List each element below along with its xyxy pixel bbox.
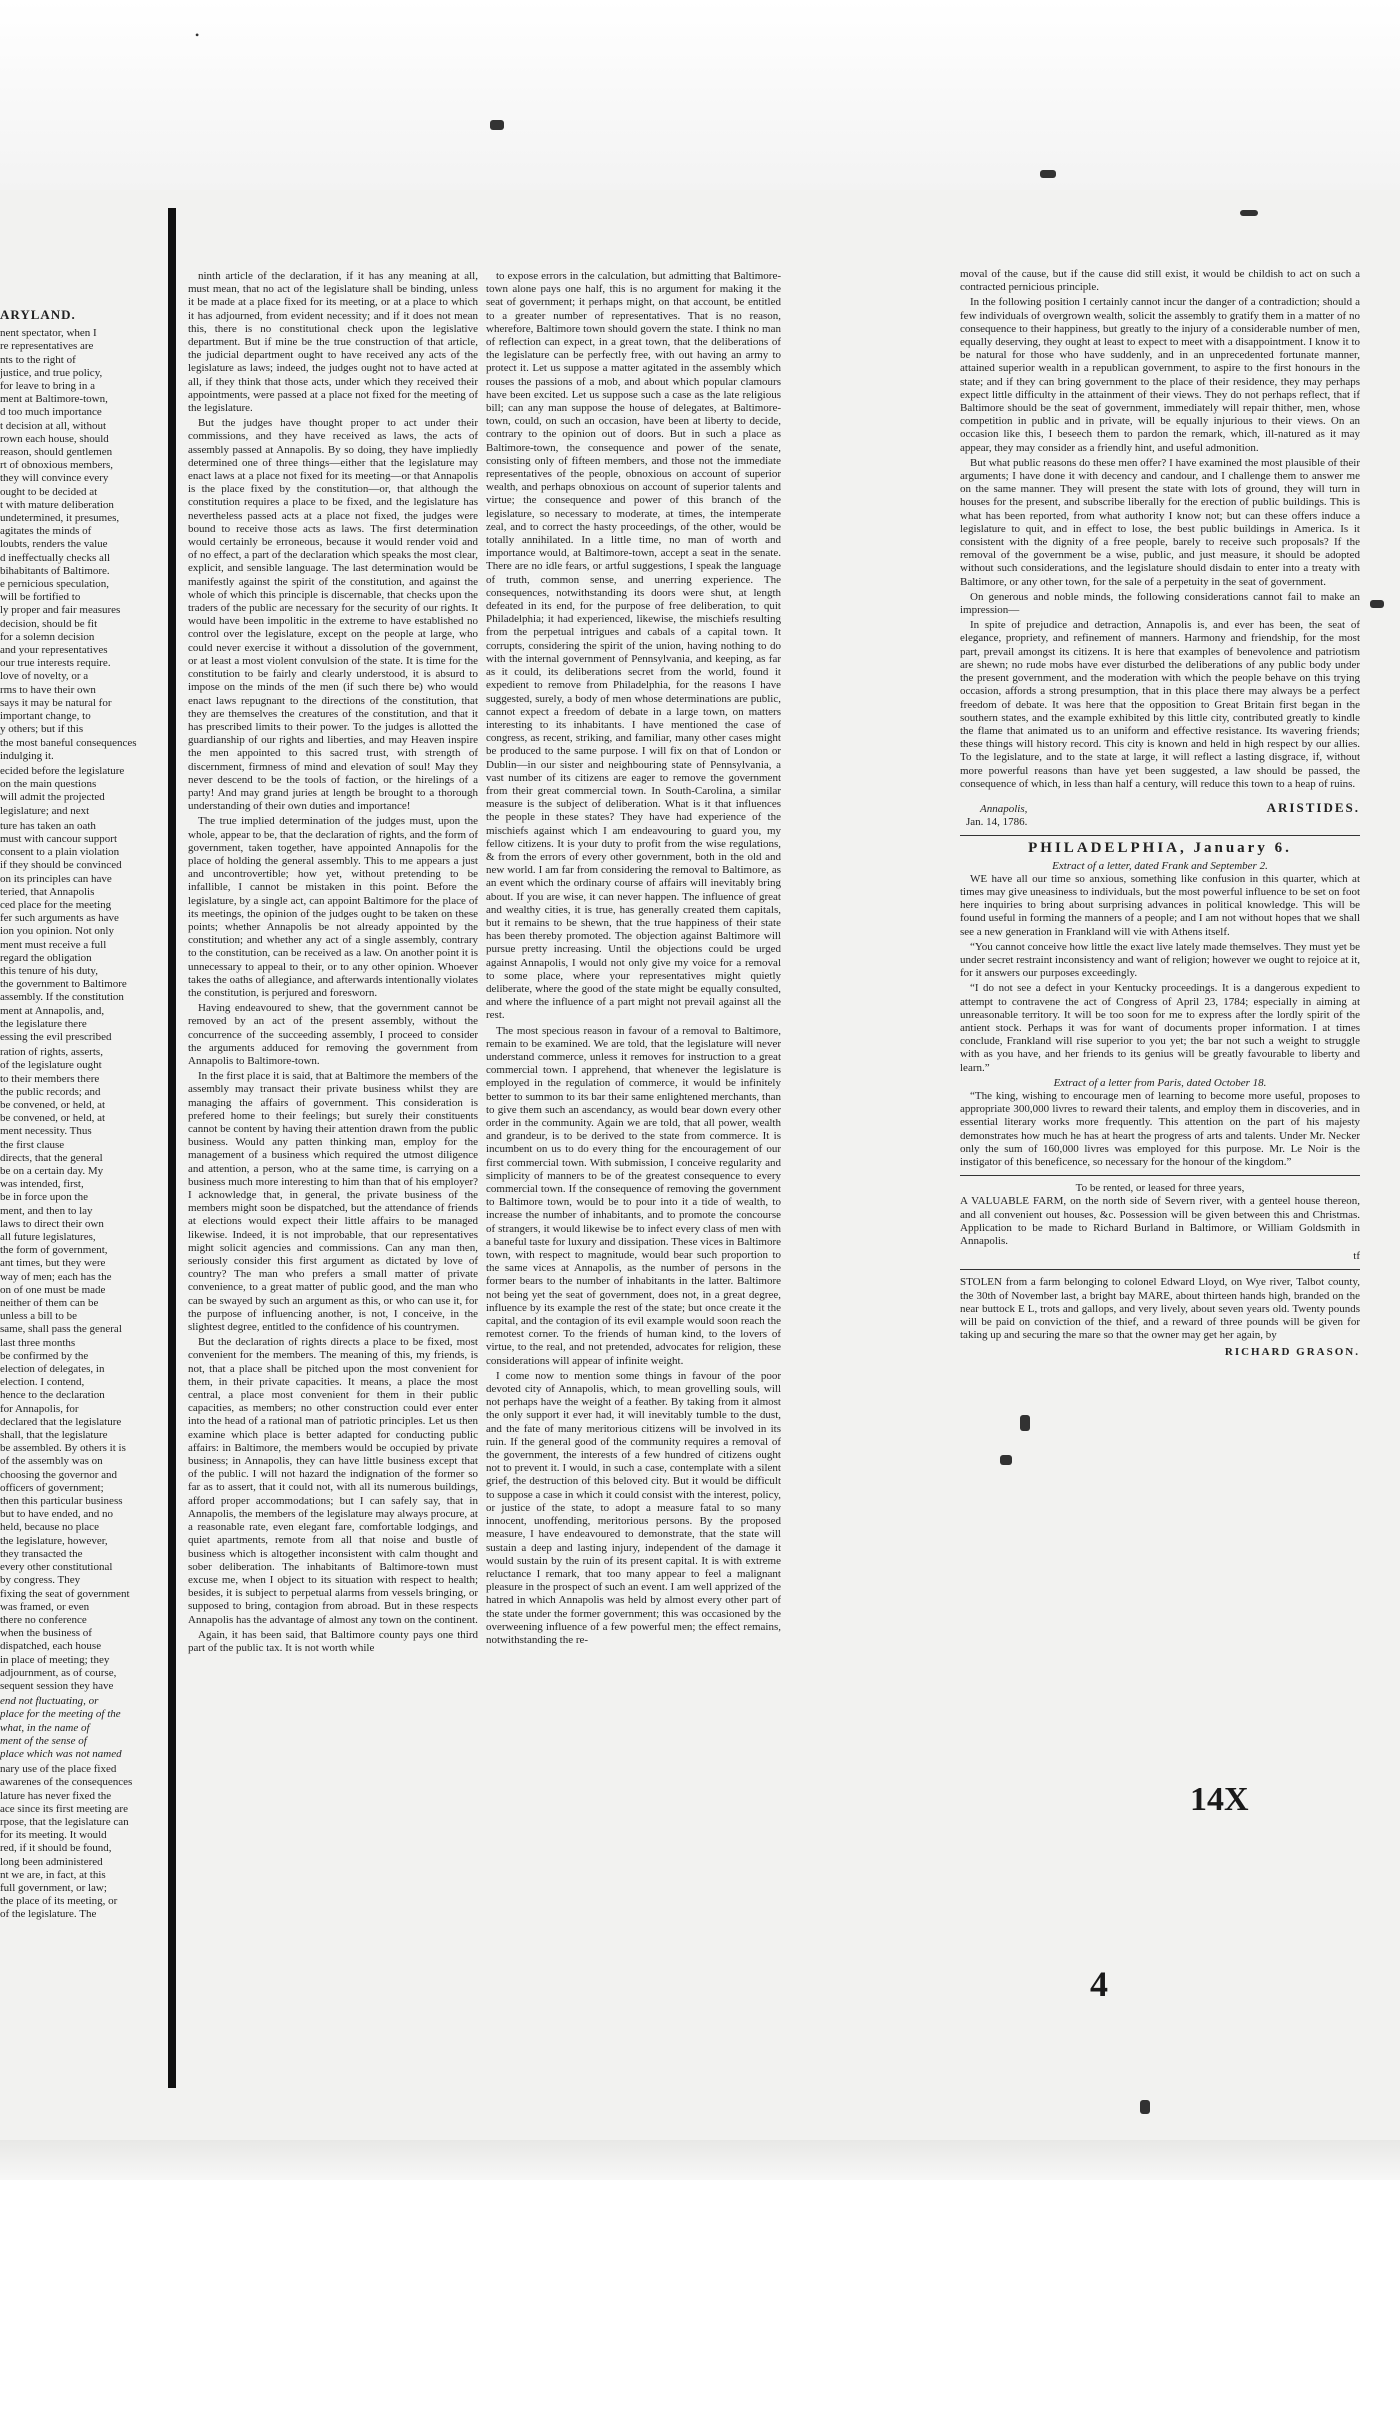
column-4 <box>960 268 1360 2168</box>
ink-blot <box>1370 600 1384 608</box>
ad-intro: To be rented, or leased for three years, <box>1075 1182 1245 1195</box>
signature-aristides: ARISTIDES. <box>1266 799 1360 815</box>
column-1-paragraph: ration of rights, asserts, of the legislature ought to their members there the public records; and be convened, or held, at be convened, or held, at ment necessity. Thus the first clause directs, that the general be on a certain day. My was intended, first, be in force upon the ment, and then to lay laws to direct their own all future legislatures, the form of government, ant times, but they were way of men; each has the on of one must be made neither of them can be unless a bill to be same, shall pass the general last three months be confirmed by the election of delegates, in election. I contend, hence to the declaration for Annapolis, for declared that the legislature shall, that the legislature be assembled. By others it is of the assembly was on choosing the governor and officers of government; then this particular business but to have ended, and no held, because no place the legislature, however, they transacted the every other constitutional by congress. They fixing the seat of government was framed, or even there no conference when the business of dispatched, each house in place of meeting; they adjournment, as of course, sequent session they have <box>0 1046 130 1692</box>
ink-blot <box>490 120 504 130</box>
ad-farm: A VALUABLE FARM, on the north side of Severn river, with a genteel house thereon, and all convenient out houses, &c. Possession will be given between this and Christmas. Application to be made to Richard Burland in Baltimore, or William Goldsmith in Annapolis. <box>960 1195 1360 1248</box>
column-2-paragraph: ninth article of the declaration, if it has any meaning at all, must mean, that no act of the legislature shall be binding, unless it be made at a place fixed for its meeting, or at a place to which it has adjourned, from evident necessity; and if it does not mean this, there is no constitutional check upon the legislative department. But if mine be the true construction of that article, the judicial department ought to have received any acts of the legislature as laws; indeed, the judges ought not to have acted at all, if they think that those acts, under which they received their appointments, were passed at a place not fixed for the meeting of the legislature. <box>188 270 478 415</box>
divider <box>960 835 1360 836</box>
ink-blot <box>1000 1455 1012 1465</box>
extract-paragraph: “You cannot conceive how little the exact live lately made themselves. They must yet be under secret restraint inconsistency and want of religion; however we ought to rejoice at it, for it answers our purposes exceedingly. <box>960 940 1360 980</box>
ad-stolen: STOLEN from a farm belonging to colonel Edward Lloyd, on Wye river, Talbot county, the 30th of November last, a bright bay MARE, about thirteen hands high, branded on the near buttock E L, trots and gallops, and very lively, about seven years old. Twenty pounds will be paid on conviction of the thief, and a reward of three pounds will be given for taking up and securing the mare so that the owner may get her again, by <box>960 1276 1360 1342</box>
column-2-paragraph: In the first place it is said, that at Baltimore the members of the assembly may transact their private business whilst they are managing the affairs of government. This consideration is prefered home to their feelings; but surely their constituents cannot be content by having their attention drawn from the public business. Would any patten thinking man, employ for the management of a business which required the utmost diligence and attention, a person, who at the same time, is carrying on a business much more interesting to him than that of his employer? I acknowledge that, in general, the private business of the members might soon be dispatched, but the attendance of friends at elections would expect their little affairs to be managed likewise. Indeed, it is not improbable, that our representatives might solicit agencies and commissions. Can any man then, seriously consider this first argument as dictated by love of country? The man who prefers a small matter of private convenience, to a great matter of public good, and the man who can be swayed by such an argument as this, or who can use it, for the purpose of influencing another, is not, I conceive, in the slightest degree, entitled to the confidence of his countrymen. <box>188 1070 478 1334</box>
column-1 <box>0 270 160 2130</box>
top-margin <box>0 0 1400 190</box>
extract-paragraph: “I do not see a defect in your Kentucky proceedings. It is a dangerous expedient to attempt to contravene the act of Congress of April 23, 1784; especially in aiming at unreasonable territory. It will be too soon for me to express after the lordly spirit of the antient stock. Perhaps it was for want of documents proper information. I at times conclude, Frankland will rise superior to you yet; the bar not such a weight to struggle with as you have, and her friends to its genius will be greatly favourable to liberty and learn.” <box>960 982 1360 1074</box>
top-mark: • <box>195 28 200 42</box>
column-4-paragraph: moval of the cause, but if the cause did still exist, it would be childish to act on such a contracted pernicious principle. <box>960 268 1360 294</box>
ink-blot <box>1140 2100 1150 2114</box>
handwritten-number: 4 <box>1090 1964 1108 2004</box>
philadelphia-heading: PHILADELPHIA, January 6. <box>1028 840 1292 857</box>
divider <box>960 1269 1360 1270</box>
ink-blot <box>1040 170 1056 178</box>
column-3-paragraph: to expose errors in the calculation, but admitting that Baltimore-town alone pays one half, this is no argument for making it the seat of government; it perhaps might, on that account, be entitled to a greater number of representatives. That is no reason, wherefore, Baltimore town should govern the state. I think no man of reflection can expect, in a great town, that the deliberations of the legislature can be perfectly free, with out having an army to protect it. Let us suppose a matter agitated in the assembly which rouses the passions of a mob, and about which popular clamours have been excited. Let us suppose such a case as the late religious bill; can any man suppose the house of delegates, at Baltimore-town, could, on such an occasion, have been at liberty to decide, contrary to the opinion out of doors. But in such a place as Baltimore-town, the consequence and power of the senate, consisting only of fifteen members, and those not the immediate representatives of the people, obnoxious on account of superior wealth, and perhaps obnoxious on account of superior talents and virtue; the consequence and power of this branch of the legislature, so necessary to moderate, at times, the intemperate zeal, and to correct the hasty proceedings, of the other, would be totally annihilated. In a little time, no man of worth and importance would, at Baltimore-town, accept a seat in the senate. There are no idle fears, or artful suggestions, I speak the language of truth, common sense, and unerring experience. The consequences, notwithstanding its doors were shut, at length defeated in its end, for the purpose of free deliberation, to quit Philadelphia; it had experienced, likewise, the mischiefs resulting from the perpetual intrigues and cabals of a capital town. It corrupts, considering the spirit of the union, having nothing to do with the internal government of Pennsylvania, and keeping, as far as it could, its deliberations secret from the world, found it expedient to remove from Philadelphia, for the reasons I have suggested, surely, a body of men whose determinations are public, cannot expect a freedom of debate in a large town, on matters interesting to its inhabitants. I have mentioned the case of congress, as recent, striking, and familiar, many other cases might be produced to the same purpose. I will fix on that of London or Dublin—in our sister and neighbouring state of Pennsylvania, a vast number of its citizens are eager to remove the government from their great commercial town. In South-Carolina, a similar measure is the subject of deliberation. What is it that influences the people in these states? They have had experience of the mischiefs against which I am endeavouring to guard you, my fellow citizens. It is your duty to profit from the wise regulations, & from the errors of every other government, both in the old and new world. I am far from considering the removal to Baltimore, as an event which the ordinary course of affairs will inevitably bring about. If you are wise, it can never happen. The influence of great and wealthy cities, it is true, has generally created them capitals, but it remains to be shewn, that the true happiness of their state has been thereby promoted. The objection against Baltimore will pursue pretty increasing. Until the objections could be urged against Annapolis, I would not only give my voice for a removal to some place, where your representatives might quietly deliberate, where the good of the state might be equally consulted, and where the influence of a part might not prevail against all the rest. <box>486 270 781 1022</box>
column-3 <box>486 270 781 2170</box>
bottom-margin <box>0 2180 1400 2428</box>
extract-title: Extract of a letter, dated Frank and September 2. <box>1052 859 1268 872</box>
column-2-paragraph: Again, it has been said, that Baltimore county pays one third part of the public tax. It is not worth while <box>188 1628 478 1654</box>
column-4-paragraph: In spite of prejudice and detraction, Annapolis is, and ever has been, the seat of elegance, propriety, and refinement of manners. Harmony and friendship, for the most part, prevail amongst its citizens. It is here that examples of benevolence and patriotism are shewn; no rude mobs have ever disturbed the deliberations of any public body under the present government, and the moderation with which the people behave on this trying occasion, affords a strong presumption, that in this place there may always be a perfect freedom of debate. It was here that the opposition to Great Britain first began in the southern states, and the example exhibited by this little city, contributed greatly to kindle the flame that animated us to an uniform and effective resistance. Its wavering friends; these things will history record. This city is known and held in high respect by our allies. To the legislature, and to the state at large, it will reflect a lasting disgrace, if, without more powerful reasons than have yet been suggested, a law should be passed, the consequence of which, in less than half a century, will reduce this town to a heap of ruins. <box>960 619 1360 790</box>
dateline-place: Annapolis, <box>980 802 1028 815</box>
column-3-paragraph: The most specious reason in favour of a removal to Baltimore, remain to be examined. We are told, that the legislature will never understand commerce, unless it removes for instruction to a great commercial town. I apprehend, that whenever the legislature is employed in the regulation of commerce, it would be infinitely better to summon to its bar their same enlightened merchants, than to give them such an ascendancy, as would bear down every other order in the community. Again we are told, that all power, wealth and grandeur, is to be derived to the state from commerce. It is incumbent on us to do every thing for the encouragement of our first commercial town. With submission, I conceive regularity and simplicity of manners to be of the greatest consequence to every commercial town. If the consequence of removing the government to Baltimore town, would be to pour into it a tide of wealth, to increase the number of inhabitants, and to promote the concourse of strangers, it would likewise be to infect every class of men with a baneful taste for luxury and dissipation. These vices in Baltimore town, with respect to magnitude, would bear such proportion to the same vices at Annapolis, as the number of persons in the former bears to the number of inhabitants in the latter. Baltimore not being yet the seat of government, does not, in a great degree, influence by its example the rest of the state; but once create it the capital, and the contagion of its evil example would soon reach the remotest corner. To the friends of human kind, to the lovers of virtue, to the real, and not pretended, advocates for religion, these considerations will appear of infinite weight. <box>486 1024 781 1367</box>
ad-signature: RICHARD GRASON. <box>1224 1346 1360 1359</box>
column-4-paragraph: In the following position I certainly cannot incur the danger of a contradiction; should a few individuals of overgrown wealth, solicit the assembly to gratify them in a matter of no consequence to their happiness, but greatly to the injury of a considerable number of men, equally deserving, they ought at least to expect to meet with a disappointment. I know it to be natural for those who have suddenly, and in an unprecedented fortunate manner, attained superior wealth in a republican government, to aspire to the first honours in the state; and if they can bring government to the place of their residence, they may perhaps expect little difficulty in the attainment of their views. They do not perhaps reflect, that if Baltimore should be the seat of government, immediately will repair thither, men, whose competition in public and in private, will be equally injurious to their views. On an occasion like this, I beseech them to pardon the remark, which, ill-natured as it may appear, they may consider as a friendly hint, and useful admonition. <box>960 296 1360 454</box>
column-3-paragraph: I come now to mention some things in favour of the poor devoted city of Annapolis, which, to mean grovelling souls, will not perhaps have the weight of a feather. By taking from it almost the only support it ever had, it will inevitably tumble to the dust, and the fate of many meritorious citizens will be involved in its ruin. If the general good of the community requires a removal of the government, the interests of a few hundred of citizens ought not to prevent it. I would, in such a case, contemplate with a silent grief, the destruction of this beloved city. But it would be difficult to suppose a case in which it could consist with the interest, policy, or justice of the state, to adopt a measure fatal to so many innocent, unoffending, meritorious persons. By the proposed measure, I have endeavoured to demonstrate, that the state will sustain a deep and lasting injury, independent of the damage it would sustain by the ruin of its present capital. It is with extreme reluctance I remark, that too many appear to feel a malignant pleasure in the prospect of such an event. I am well apprized of the hatred in which Annapolis was held by almost every other part of the state under the former government; this was occasioned by the overweening influence of a few powerful men; the effect remains, notwithstanding the re- <box>486 1369 781 1646</box>
column-4-paragraph: But what public reasons do these men offer? I have examined the most plausible of their arguments; I have done it with decency and candour, and I challenge them to answer me on the same manner. They will present the state with lots of ground, they will turn in houses for the present, and subscribe liberally for the erection of public buildings. This is what has been reported, from what authority I know not; but can these offers induce a legislature to quit, and in effect to lose, the best public buildings in America. Is it consistent with the dignity of a free people, barely to receive such proposals? If the removal of the government be a wise, public, and just measure, it should be adopted without such considerations, and the legislature should disdain to enter into a treaty with Baltimore, or any other town, for the sale of a perpetuity in the seat of government. <box>960 456 1360 588</box>
column-1-paragraph: nary use of the place fixed awarenes of the consequences lature has never fixed the ace since its first meeting are rpose, that the legislature can for its meeting. It would red, if it should be found, long been administered nt we are, in fact, at this full government, or law; the place of its meeting, or of the legislature. The <box>0 1763 133 1921</box>
dateline-date: Jan. 14, 1786. <box>966 816 1028 829</box>
column-1-paragraph: nent spectator, when I re representatives are nts to the right of justice, and true policy, for leave to bring in a ment at Baltimore-town, d too much importance t decision at all, without rown each house, should reason, should gentlemen rt of obnoxious members, they will convince every ought to be decided at t with mature deliberation undetermined, it presumes, agitates the minds of loubts, renders the value d ineffectually checks all bihabitants of Baltimore. e pernicious speculation, will be fortified to ly proper and fair measures decision, should be fit for a solemn decision and your representatives our true interests require. love of novelty, or a rms to have their own says it may be natural for important change, to y others; but if this the most baneful consequences indulging it. <box>0 327 137 762</box>
column-2 <box>188 270 478 2170</box>
ad-tag: tf <box>1353 1250 1360 1263</box>
column-2-paragraph: But the judges have thought proper to act under their commissions, and they have received as laws, the acts of assembly passed at Annapolis. By so doing, they have impliedly determined one of three things—either that the legislature may enact laws at a place not fixed for its meeting—or that Annapolis is the place fixed by the constitution—or, that although the constitution requires a place to be fixed, and the legislature has nevertheless passed acts at a place not fixed, the judges were bound to receive those acts as laws. The first determination would certainly be erroneous, because it would render void and of no effect, a part of the declaration which speaks the most clear, explicit, and sensible language. The last determination would be manifestly against the spirit of the constitution, and against the whole of which this principle is discernable, that checks upon the traders of the public are necessary for the security of our rights. It would have been impolitic in the extreme to have established no control over the legislature, except on the people at large, who could never exercise it without a dissolution of the government, or at least a most violent convulsion of the state. It is time for the constitution to be fairly and clearly understood, it is absurd to impose on the minds of the men (if such there be) who would enact laws repugnant to the directions of the constitution, that they are themselves the creatures of the constitution, and that it has prescribed limits to their power. To the judges is allotted the guardianship of our rights and liberties, and may Heaven inspire the men appointed to this sacred trust, with strength of discernment, firmness of mind and elevation of soul! May they never descend to be the tools of faction, or the hirelings of a party! And may grand juries at length be brought to a thorough understanding of their own duties and importance! <box>188 417 478 813</box>
ink-blot <box>1020 1415 1030 1431</box>
ink-blot <box>1240 210 1258 216</box>
column-2-paragraph: Having endeavoured to shew, that the government cannot be removed by an act of the present assembly, without the concurrence of the succeeding assembly, I proceed to consider the arguments adduced for removing the government from Annapolis to Baltimore-town. <box>188 1002 478 1067</box>
divider <box>960 1175 1360 1176</box>
extract-paragraph: WE have all our time so anxious, something like confusion in this quarter, which at times may give uneasiness to individuals, but the most powerful influence to be set on foot here inquiries to bring about surprising advances in political knowledge. This will be found useful in forming the manners of a people; and I am not without hopes that we shall see a new generation in Frankland will vie with Athens itself. <box>960 872 1360 938</box>
column-1-paragraph: ecided before the legislature on the main questions will admit the projected legislature; and next <box>0 764 125 817</box>
column-1-italic: end not fluctuating, or place for the meeting of the what, in the name of ment of the sense of place which was not named <box>0 1695 122 1760</box>
column-1-paragraph: ture has taken an oath must with cancour support consent to a plain violation if they should be convinced on its principles can have teried, that Annapolis ced place for the meeting fer such arguments as have ion you opinion. Not only ment must receive a full regard the obligation this tenure of his duty, the government to Baltimore assembly. If the constitution ment at Annapolis, and, the legislature there essing the evil prescribed <box>0 819 127 1043</box>
column-rule <box>168 208 176 2088</box>
column-2-paragraph: The true implied determination of the judges must, upon the whole, appear to be, that the declaration of rights, and the form of government, taken together, have appointed Annapolis for the place of holding the general assembly. This to me appears a just and uncontrovertible; how yet, without pretending to be infallible, I cannot be mistaken in this point. Before the legislature, by a single act, can appoint Baltimore for the place of its meetings, the opinion of the judges ought to be taken on these points; whether Annapolis be not already appointed by the constitution; and whether any act of a single assembly, contrary to the constitution, can be received as a law. On another point it is unnecessary to appeal to their, or to any other opinion. Whoever takes the oaths of allegiance, and afterwards intentionally violates the constitution, is perjured and foresworn. <box>188 815 478 999</box>
handwritten-annotation: 14X <box>1190 1781 1249 1818</box>
extract-paragraph: “The king, wishing to encourage men of learning to become more useful, proposes to appropriate 300,000 livres to reward their talents, and employ them in discoveries, and in essential literary works more frequently. This attention on the part of his majesty demonstrates how much he has at heart the progress of arts and talents. Under Mr. Necker only the sum of 160,000 livres was employed for this purpose. Mr. Le Noir is the instigator of this beneficence, so necessary for the honour of the kingdom.” <box>960 1089 1360 1168</box>
column-1-heading: ARYLAND. <box>0 307 76 322</box>
column-4-paragraph: On generous and noble minds, the following considerations cannot fail to make an impression— <box>960 590 1360 617</box>
extract-title: Extract of a letter from Paris, dated October 18. <box>1053 1076 1267 1089</box>
column-2-paragraph: But the declaration of rights directs a place to be fixed, most convenient for the members. The meaning of this, my friends, is not, that a place shall be pitched upon the most convenient for them, in their private capacities. It means, a place the most central, a place most convenient for them in their public capacities, as members; no other construction could ever enter into the head of a rational man of patriotic principles. Let us then examine which place is better adapted for conducting public affairs: in Baltimore, the members would be occupied by private business; in Annapolis, they can have little business except that of the public. I will not hazard the indignation of the former so far as to assert, that it could not, with all its numerous buildings, afford proper accommodations; but I can safely say, that in Annapolis, the members of the legislature may always procure, at a reasonable rate, even elegant fare, comfortable lodgings, and quiet apartments, remote from all that noise and bustle of business which is altogether inconsistent with calm thought and sober deliberation. The inhabitants of Baltimore-town must excuse me, when I object to its situation with respect to health; besides, it is subject to perpetual alarms from vessels bringing, or supposed to bring, contagion from abroad. But in these respects Annapolis has the advantage of almost any town on the continent. <box>188 1336 478 1626</box>
